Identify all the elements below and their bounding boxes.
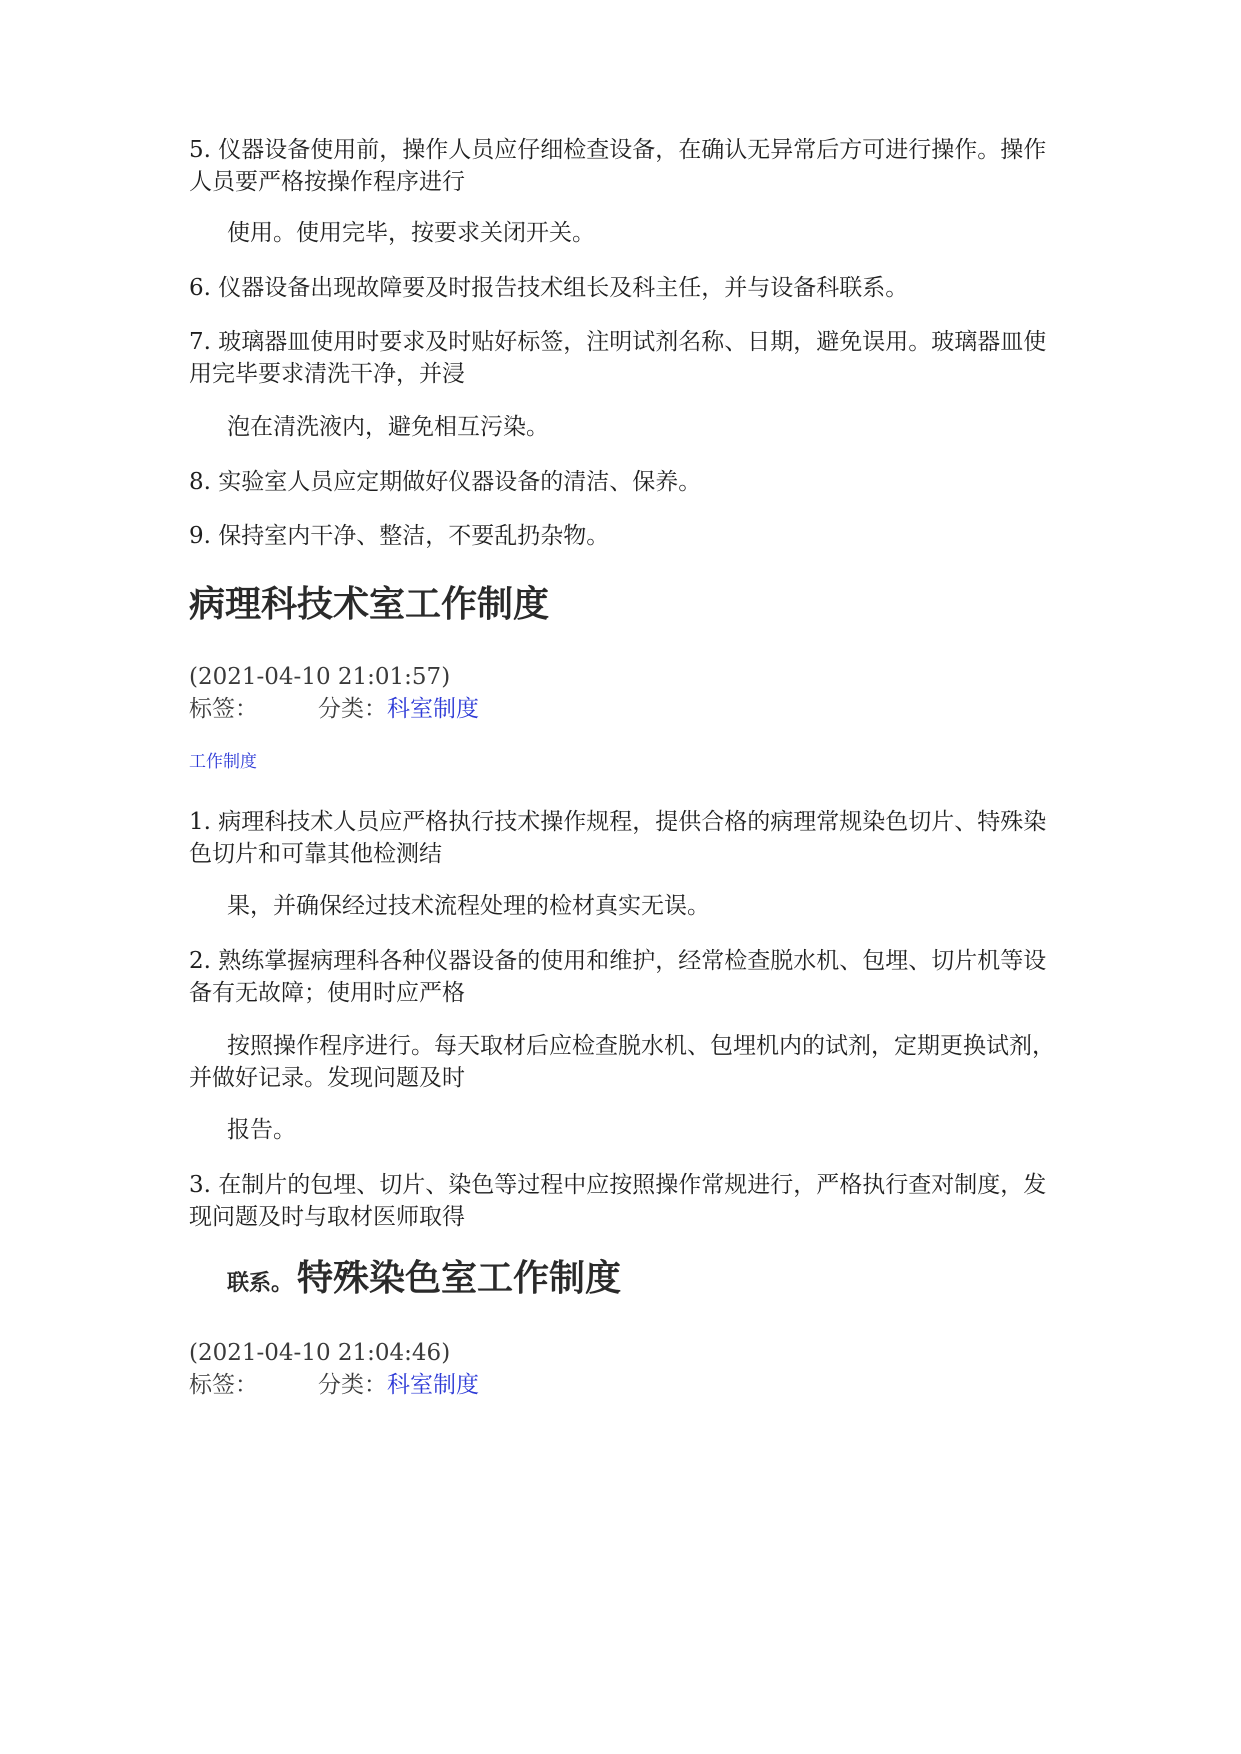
category-link[interactable]: 科室制度 bbox=[387, 696, 479, 722]
paragraph-5: 5. 仪器设备使用前，操作人员应仔细检查设备，在确认无异常后方可进行操作。操作人员要严格按操作程序进行 bbox=[189, 137, 1047, 195]
article-paragraph-2-continued-text: 按照操作程序进行。每天取材后应检查脱水机、包埋机内的试剂，定期更换试剂，并做好记录。发现问题及时 bbox=[189, 1033, 1055, 1091]
second-tag-label: 标签： bbox=[189, 1372, 258, 1398]
paragraph-6: 6. 仪器设备出现故障要及时报告技术组长及科主任，并与设备科联系。 bbox=[189, 275, 909, 301]
tag-link[interactable]: 工作制度 bbox=[189, 752, 257, 772]
second-article-timestamp: (2021-04-10 21:04:46) bbox=[189, 1340, 451, 1366]
article-paragraph-2: 2. 熟练掌握病理科各种仪器设备的使用和维护，经常检查脱水机、包埋、切片机等设备有无故障；使用时应严格 bbox=[189, 948, 1047, 1006]
second-category-link[interactable]: 科室制度 bbox=[387, 1372, 479, 1398]
paragraph-9: 9. 保持室内干净、整洁，不要乱扔杂物。 bbox=[189, 523, 610, 549]
heading-prefix: 联系。 bbox=[227, 1271, 294, 1296]
second-article-meta-row bbox=[189, 1369, 479, 1401]
article-paragraph-3: 3. 在制片的包埋、切片、染色等过程中应按照操作常规进行，严格执行查对制度，发现问题及时与取材医师取得 bbox=[189, 1172, 1047, 1230]
paragraph-7: 7. 玻璃器皿使用时要求及时贴好标签，注明试剂名称、日期，避免误用。玻璃器皿使用完毕要求清洗干净，并浸 bbox=[189, 329, 1047, 387]
paragraph-5-continued: 使用。使用完毕，按要求关闭开关。 bbox=[227, 220, 595, 246]
category-label: 分类： bbox=[318, 696, 387, 722]
article-meta-row bbox=[189, 693, 479, 725]
second-article-heading bbox=[227, 1257, 621, 1306]
article-title: 病理科技术室工作制度 bbox=[189, 584, 550, 625]
article-paragraph-1-continued: 果，并确保经过技术流程处理的检材真实无误。 bbox=[227, 893, 710, 919]
second-category-label: 分类： bbox=[318, 1372, 387, 1398]
tag-label: 标签： bbox=[189, 696, 258, 722]
article-paragraph-2-continued-2: 报告。 bbox=[227, 1117, 296, 1143]
paragraph-8: 8. 实验室人员应定期做好仪器设备的清洁、保养。 bbox=[189, 469, 702, 495]
article-timestamp: (2021-04-10 21:01:57) bbox=[189, 664, 451, 690]
article-paragraph-1: 1. 病理科技术人员应严格执行技术操作规程，提供合格的病理常规染色切片、特殊染色切片和可靠其他检测结 bbox=[189, 809, 1047, 867]
paragraph-7-continued: 泡在清洗液内，避免相互污染。 bbox=[227, 414, 549, 440]
second-article-title: 特殊染色室工作制度 bbox=[297, 1258, 622, 1299]
